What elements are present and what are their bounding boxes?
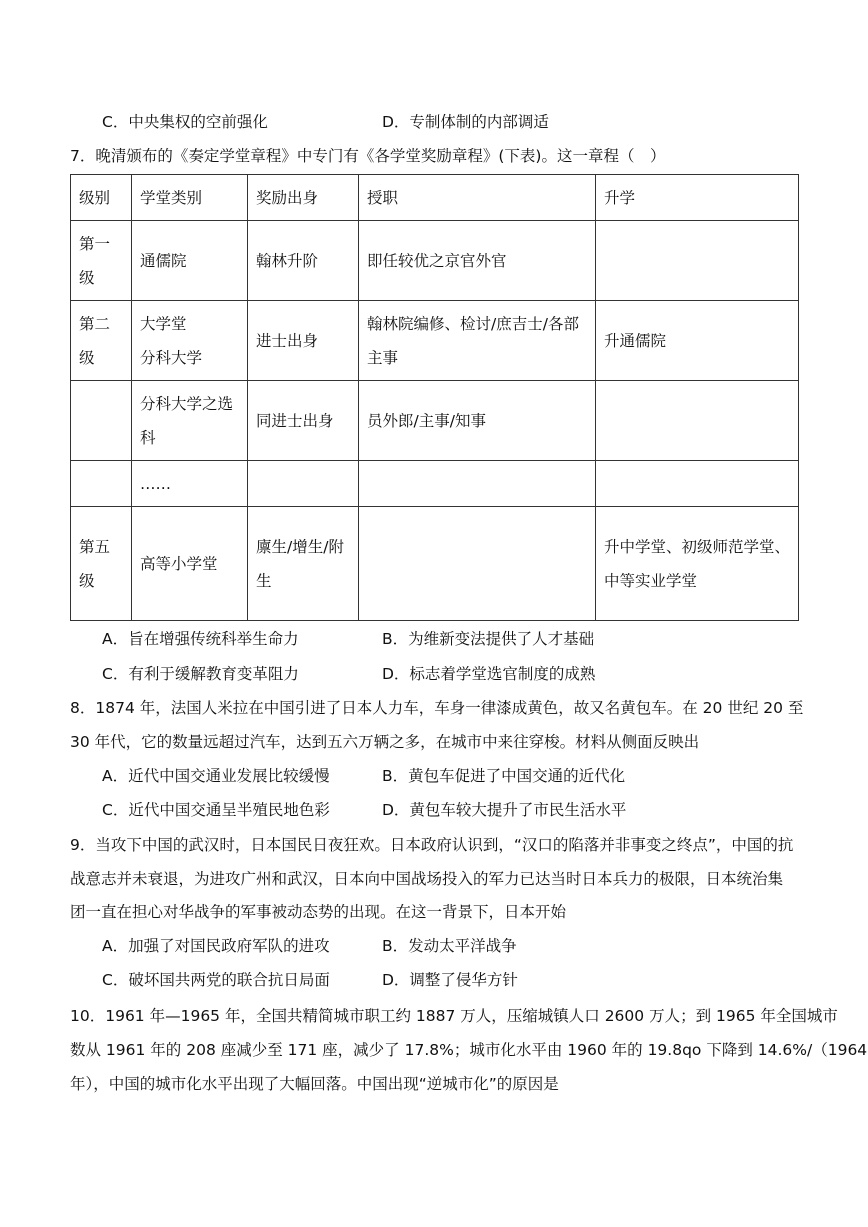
table-cell bbox=[359, 461, 596, 507]
q8-option-d: D．黄包车较大提升了市民生活水平 bbox=[382, 801, 627, 819]
q7-option-c: C．有利于缓解教育变革阻力 bbox=[102, 665, 299, 683]
table-cell: 翰林院编修、检讨/庶吉士/各部主事 bbox=[359, 301, 596, 381]
table-cell: 通儒院 bbox=[132, 221, 248, 301]
q8-option-a: A．近代中国交通业发展比较缓慢 bbox=[102, 767, 330, 785]
award-regulation-table bbox=[70, 174, 799, 621]
q9-option-a: A．加强了对国民政府军队的进攻 bbox=[102, 937, 330, 955]
q10-stem-line1: 10．1961 年—1965 年，全国共精简城市职工约 1887 万人，压缩城镇人口 2600 万人；到 1965 年全国城市 bbox=[70, 1007, 838, 1025]
table-cell bbox=[71, 381, 132, 461]
table-cell: 员外郎/主事/知事 bbox=[359, 381, 596, 461]
table-header-row bbox=[71, 175, 799, 221]
table-cell: 第一级 bbox=[71, 221, 132, 301]
q9-stem-line1: 9．当攻下中国的武汉时，日本国民日夜狂欢。日本政府认识到，“汉口的陷落并非事变之终点”，中国的抗 bbox=[70, 836, 794, 854]
q6-option-c: C．中央集权的空前强化 bbox=[102, 113, 268, 131]
table-row bbox=[71, 221, 799, 301]
q9-option-d: D．调整了侵华方针 bbox=[382, 971, 518, 989]
q6-option-d: D．专制体制的内部调适 bbox=[382, 113, 549, 131]
table-cell bbox=[596, 381, 799, 461]
table-cell bbox=[248, 461, 359, 507]
q9-stem-line3: 团一直在担心对华战争的军事被动态势的出现。在这一背景下，日本开始 bbox=[70, 903, 567, 921]
q7-option-a: A．旨在增强传统科举生命力 bbox=[102, 630, 299, 648]
q10-stem-line3: 年），中国的城市化水平出现了大幅回落。中国出现“逆城市化”的原因是 bbox=[70, 1075, 559, 1093]
table-row bbox=[71, 461, 799, 507]
header-cell: 授职 bbox=[359, 175, 596, 221]
header-cell: 升学 bbox=[596, 175, 799, 221]
q8-stem-line1: 8．1874 年，法国人米拉在中国引进了日本人力车，车身一律漆成黄色，故又名黄包车。在 20 世纪 20 至 bbox=[70, 699, 804, 717]
table-cell: …… bbox=[132, 461, 248, 507]
q7-option-d: D．标志着学堂选官制度的成熟 bbox=[382, 665, 596, 683]
table-row bbox=[71, 507, 799, 621]
table-cell: 翰林升阶 bbox=[248, 221, 359, 301]
header-cell: 学堂类别 bbox=[132, 175, 248, 221]
table-cell: 廪生/增生/附生 bbox=[248, 507, 359, 621]
table-cell: 进士出身 bbox=[248, 301, 359, 381]
q7-option-b: B．为维新变法提供了人才基础 bbox=[382, 630, 595, 648]
table-cell bbox=[71, 461, 132, 507]
table-cell bbox=[596, 461, 799, 507]
table-cell: 大学堂 分科大学 bbox=[132, 301, 248, 381]
table-cell bbox=[596, 221, 799, 301]
q8-option-c: C．近代中国交通呈半殖民地色彩 bbox=[102, 801, 330, 819]
q7-stem: 7．晚清颁布的《奏定学堂章程》中专门有《各学堂奖励章程》(下表)。这一章程（ ） bbox=[70, 147, 666, 165]
header-cell: 级别 bbox=[71, 175, 132, 221]
q8-option-b: B．黄包车促进了中国交通的近代化 bbox=[382, 767, 626, 785]
table-cell: 同进士出身 bbox=[248, 381, 359, 461]
q9-option-b: B．发动太平洋战争 bbox=[382, 937, 517, 955]
table-row bbox=[71, 381, 799, 461]
table-cell: 即任较优之京官外官 bbox=[359, 221, 596, 301]
q8-stem-line2: 30 年代，它的数量远超过汽车，达到五六万辆之多，在城市中来往穿梭。材料从侧面反映出 bbox=[70, 733, 700, 751]
q9-stem-line2: 战意志并未衰退，为进攻广州和武汉，日本向中国战场投入的军力已达当时日本兵力的极限，日本统治集 bbox=[70, 870, 784, 888]
q10-stem-line2: 数从 1961 年的 208 座减少至 171 座，减少了 17.8%；城市化水平由 1960 年的 19.8qo 下降到 14.6%/（1964 bbox=[70, 1041, 868, 1059]
table-cell: 分科大学之选科 bbox=[132, 381, 248, 461]
table-cell bbox=[359, 507, 596, 621]
table-cell: 第二级 bbox=[71, 301, 132, 381]
table-cell: 升通儒院 bbox=[596, 301, 799, 381]
table-cell: 第五级 bbox=[71, 507, 132, 621]
table-row bbox=[71, 301, 799, 381]
table-cell: 高等小学堂 bbox=[132, 507, 248, 621]
header-cell: 奖励出身 bbox=[248, 175, 359, 221]
table-cell: 升中学堂、初级师范学堂、中等实业学堂 bbox=[596, 507, 799, 621]
q9-option-c: C．破坏国共两党的联合抗日局面 bbox=[102, 971, 330, 989]
